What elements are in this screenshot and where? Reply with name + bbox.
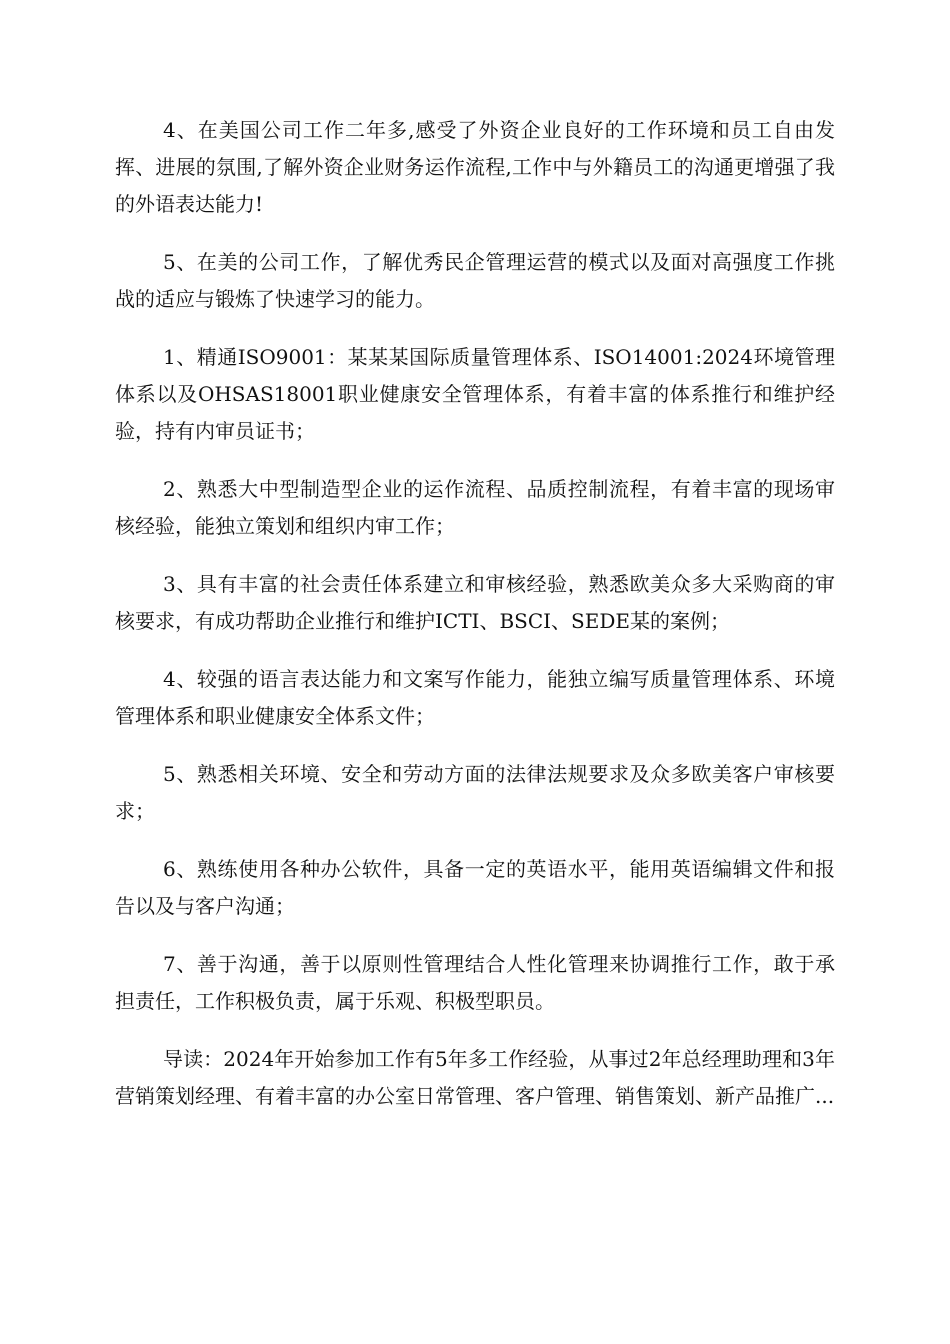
- paragraph-writing-ability: 4、较强的语言表达能力和文案写作能力，能独立编写质量管理体系、环境管理体系和职业健康安全体系文件；: [115, 667, 835, 728]
- paragraph-midea-company: 5、在美的公司工作，了解优秀民企管理运营的模式以及面对高强度工作挑战的适应与锻炼了快速学习的能力。: [115, 250, 835, 311]
- paragraph-communication: 7、善于沟通，善于以原则性管理结合人性化管理来协调推行工作，敢于承担责任，工作积极负责，属于乐观、积极型职员。: [115, 952, 835, 1013]
- paragraph-iso-systems: 1、精通ISO9001：某某某国际质量管理体系、ISO14001:2024环境管理体系以及OHSAS18001职业健康安全管理体系，有着丰富的体系推行和维护经验，持有内审员证书；: [115, 345, 835, 443]
- document-body: [115, 112, 835, 1136]
- paragraph-social-responsibility: 3、具有丰富的社会责任体系建立和审核经验，熟悉欧美众多大采购商的审核要求，有成功帮助企业推行和维护ICTI、BSCI、SEDE某的案例；: [115, 572, 835, 633]
- paragraph-intro-summary: 导读：2024年开始参加工作有5年多工作经验，从事过2年总经理助理和3年营销策划经理、有着丰富的办公室日常管理、客户管理、销售策划、新产品推广...: [115, 1047, 835, 1108]
- paragraph-overseas-company: 4、在美国公司工作二年多,感受了外资企业良好的工作环境和员工自由发挥、进展的氛围,了解外资企业财务运作流程,工作中与外籍员工的沟通更增强了我的外语表达能力!: [115, 118, 835, 216]
- paragraph-regulations: 5、熟悉相关环境、安全和劳动方面的法律法规要求及众多欧美客户审核要求；: [115, 762, 835, 823]
- paragraph-manufacturing-audit: 2、熟悉大中型制造型企业的运作流程、品质控制流程，有着丰富的现场审核经验，能独立策划和组织内审工作；: [115, 477, 835, 538]
- paragraph-office-software: 6、熟练使用各种办公软件，具备一定的英语水平，能用英语编辑文件和报告以及与客户沟通；: [115, 857, 835, 918]
